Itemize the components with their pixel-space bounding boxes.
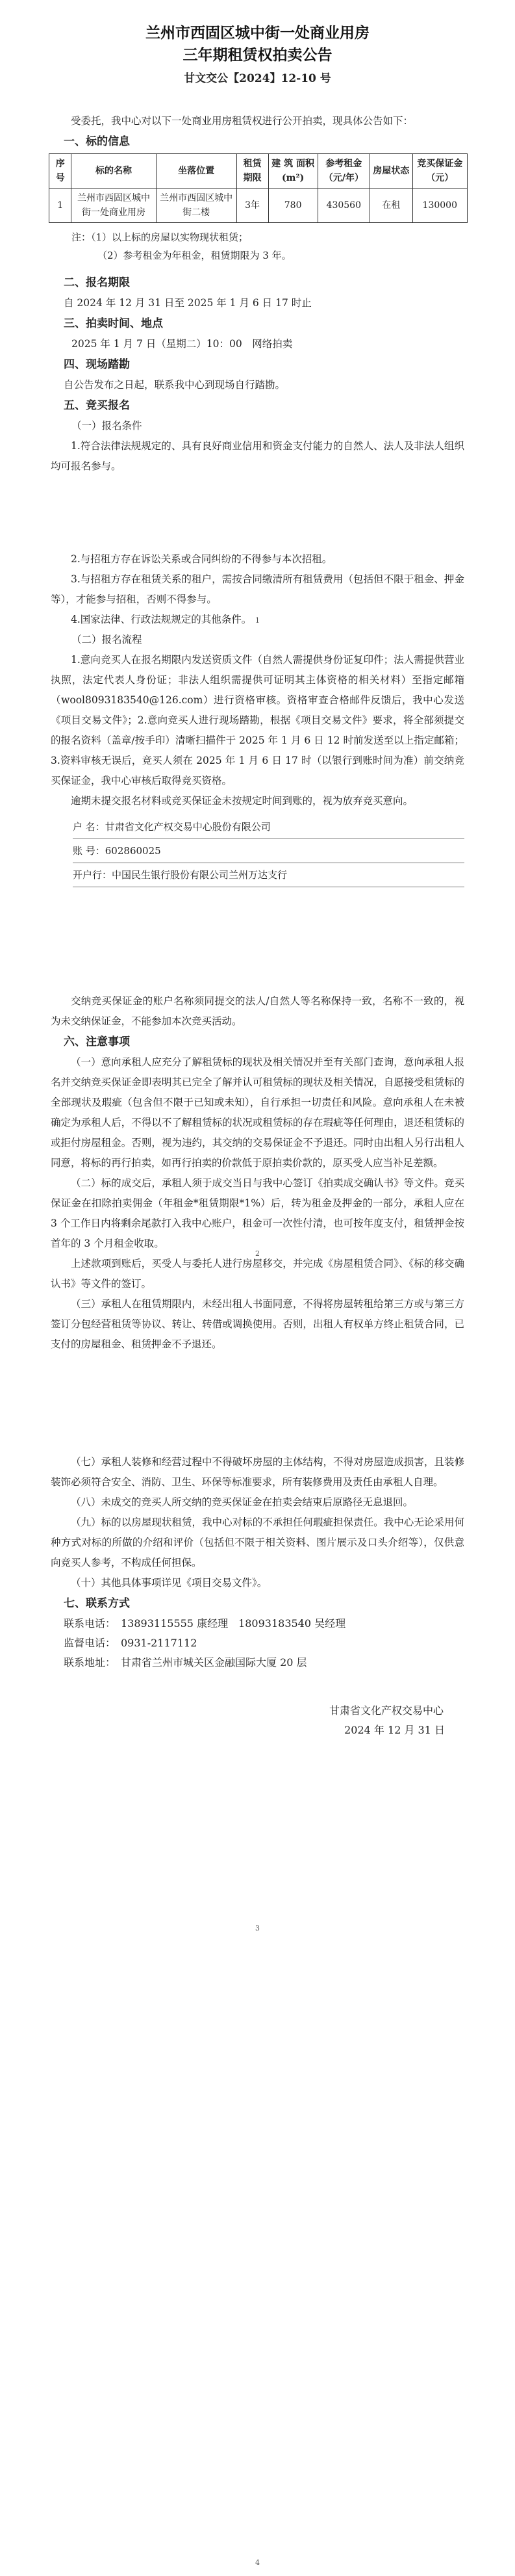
signature-org: 甘肃省文化产权交易中心	[329, 1704, 444, 1717]
deposit-name-paragraph: 交纳竞买保证金的账户名称须同提交的法人/自然人等名称保持一致，名称不一致的，视为未交纳保证金，不能参加本次竞买活动。	[51, 995, 464, 1027]
col-header: 租赁期限	[236, 154, 268, 189]
section2-heading: 二、报名期限	[64, 276, 130, 289]
col-header: 建 筑 面积(m²)	[268, 154, 318, 189]
contact-phone: 联系电话： 13893115555 康经理 18093183540 吴经理	[64, 1617, 346, 1630]
notice-7: （七）承租人装修和经营过程中不得破坏房屋的主体结构，不得对房屋造成损害，且装修装饰必须符合安全、消防、卫生、环保等标准要求，所有装修费用及责任由承租人自理。	[51, 1456, 464, 1488]
notice-3: 上述款项到账后，买受人与委托人进行房屋移交，并完成《房屋租赁合同》、《标的移交确认书》等文件的签订。	[51, 1258, 464, 1290]
section3-heading: 三、拍卖时间、地点	[64, 317, 163, 330]
notice-1: （一）意向承租人应充分了解租赁标的现状及相关情况并至有关部门查询，意向承租人报名并交纳竞买保证金即表明其已完全了解并认可租赁标的现状及相关情况，自愿接受租赁标的全部现状及瑕疵（包含但不限于已知或未知），自行承担一切责任和风险。意向承租人在未被确定为承租人后，不得以不了解租赁标的状况或租赁标的存在瑕疵等任何理由，退还租赁标的或拒付房屋租金。否则，视为违约，其交纳的交易保证金不予退还。同时由出租人另行出租人同意，将标的再行拍卖，如再行拍卖的价款低于原拍卖价款的，原买受人应当补足差额。	[51, 1056, 464, 1169]
auction-time-place: 2025 年 1 月 7 日（星期二）10：00 网络拍卖	[71, 338, 293, 350]
notice-4: （三）承租人在租赁期限内，未经出租人书面同意，不得将房屋转租给第三方或与第三方签订分包经营租赁等协议、转让、转借或调换使用。否则，出租人有权单方终止租赁合同，已支付的房屋租金、租赁押金不予退还。	[51, 1298, 464, 1350]
page-number: 2	[255, 1249, 260, 1258]
lot-table	[49, 153, 468, 223]
site-inspection: 自公告发布之日起，联系我中心到现场自行踏勘。	[64, 379, 286, 391]
account-number: 账 号：602860025	[73, 839, 464, 863]
overdue-paragraph: 逾期未提交报名材料或竞买保证金未按规定时间到账的，视为放弃竞买意向。	[71, 795, 414, 807]
table-cell: 兰州市西固区城中街一处商业用房	[71, 189, 156, 223]
col-header: 序号	[49, 154, 71, 189]
condition-4: 4.国家法律、行政法规规定的其他条件。	[71, 614, 252, 625]
condition-1: 1.符合法律法规规定的、具有良好商业信用和资金支付能力的自然人、法人及非法人组织均可报名参与。	[51, 440, 464, 472]
supervision-phone: 监督电话： 0931-2117112	[64, 1637, 197, 1649]
table-row	[49, 189, 468, 223]
col-header: 房屋状态	[370, 154, 412, 189]
section7-heading: 七、联系方式	[64, 1597, 130, 1610]
notice-9: （九）标的以房屋现状租赁，我中心对标的不承担任何瑕疵担保责任。我中心无论采用何种方式对标的所做的介绍和评价（包括但不限于相关资料、图片展示及口头介绍等），仅供意向竞买人参考，不构成任何担保。	[51, 1516, 464, 1568]
condition-2: 2.与招租方存在诉讼关系或合同纠纷的不得参与本次招租。	[71, 553, 333, 565]
section1-heading: 一、标的信息	[64, 135, 130, 148]
table-cell: 在租	[370, 189, 412, 223]
registration-period: 自 2024 年 12 月 31 日至 2025 年 1 月 6 日 17 时止	[64, 297, 312, 309]
table-cell: 430560	[318, 189, 370, 223]
registration-conditions-heading: （一）报名条件	[71, 420, 142, 432]
notice-2: （二）标的成交后，承租人须于成交当日与我中心签订《拍卖成交确认书》等文件。竞买保证金在扣除拍卖佣金（年租金*租赁期限*1%）后，转为租金及押金的一部分，承租人应在 3 个工作日内将剩余尾款打入我中心账户，租金可一次性付清，也可按年度支付，租赁押金按首年的 3 个月租金收取。	[51, 1177, 464, 1249]
intro-paragraph: 受委托，我中心对以下一处商业用房租赁权进行公开拍卖，现具体公告如下：	[71, 115, 414, 127]
doc-title-line1: 兰州市西固区城中街一处商业用房	[145, 24, 370, 42]
account-name: 户 名：甘肃省文化产权交易中心股份有限公司	[73, 815, 464, 839]
table-cell: 1	[49, 189, 71, 223]
page-number: 4	[255, 2558, 260, 2567]
col-header: 竞买保证金（元）	[412, 154, 467, 189]
process-paragraph: 1.意向竞买人在报名期限内发送资质文件（自然人需提供身份证复印件；法人需提供营业执照，法定代表人身份证；非法人组织需提供可证明其主体资格的相关材料）至指定邮箱（wool8093183540@126.com）进行资格审核。资格审查合格邮件反馈后，我中心发送《项目交易文件》；2.意向竞买人进行现场踏勘，根据《项目交易文件》要求，将全部须提交的报名资料（盖章/按手印）清晰扫描件于 2025 年 1 月 6 日 12 时前发送至以上指定邮箱；3.资料审核无误后，竞买人须在 2025 年 1 月 6 日 17 时（以银行到账时间为准）前交纳竞买保证金，我中心审核后取得竞买资格。	[51, 654, 464, 787]
table-cell: 780	[268, 189, 318, 223]
col-header: 参考租金（元/年）	[318, 154, 370, 189]
signature-date: 2024 年 12 月 31 日	[344, 1724, 445, 1736]
section6-heading: 六、注意事项	[64, 1035, 130, 1048]
registration-process-heading: （二）报名流程	[71, 634, 142, 645]
table-cell: 兰州市西固区城中街二楼	[156, 189, 236, 223]
doc-number: 甘文交公【2024】12-10 号	[184, 72, 331, 85]
doc-title-line2: 三年期租赁权拍卖公告	[182, 46, 333, 64]
page-number: 3	[255, 1924, 260, 1932]
contact-address: 联系地址： 甘肃省兰州市城关区金融国际大厦 20 层	[64, 1656, 307, 1669]
section5-heading: 五、竞买报名	[64, 399, 130, 412]
table-cell: 3年	[236, 189, 268, 223]
notice-8: （八）未成交的竞买人所交纳的竞买保证金在拍卖会结束后原路径无息退回。	[71, 1496, 414, 1508]
table-note-1: 注：（1）以上标的房屋以实物现状租赁；	[71, 231, 249, 243]
page-number: 1	[255, 616, 260, 625]
col-header: 坐落位置	[156, 154, 236, 189]
table-cell: 130000	[412, 189, 467, 223]
lot-table-header	[49, 154, 468, 189]
section4-heading: 四、现场踏勘	[64, 358, 130, 371]
account-bank: 开户行：中国民生银行股份有限公司兰州万达支行	[73, 863, 464, 887]
col-header: 标的名称	[71, 154, 156, 189]
notice-10: （十）其他具体事项详见《项目交易文件》。	[71, 1577, 268, 1589]
table-note-2: （2）参考租金为年租金，租赁期限为 3 年。	[97, 250, 292, 261]
condition-3: 3.与招租方存在租赁关系的租户，需按合同缴清所有租赁费用（包括但不限于租金、押金等），才能参与招租，否则不得参与。	[51, 573, 464, 605]
